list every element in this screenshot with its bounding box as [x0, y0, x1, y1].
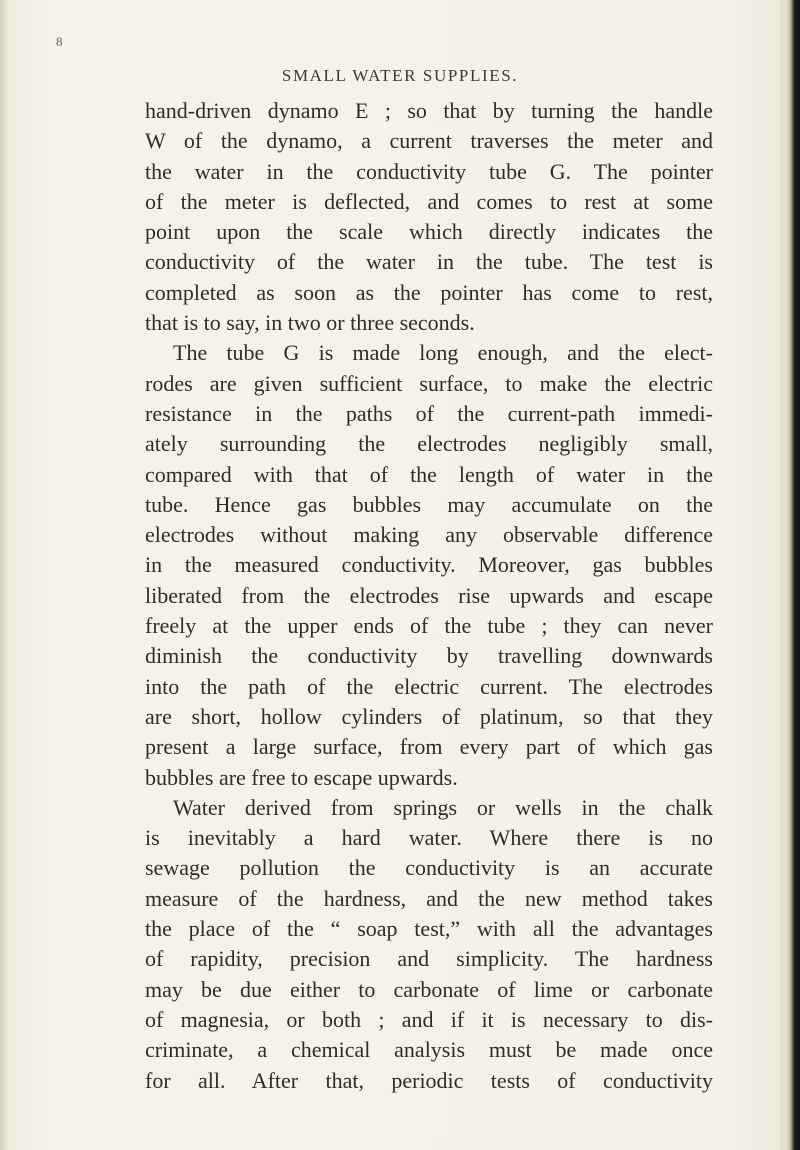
text-line: resistance in the paths of the current-path immedi- [145, 400, 713, 426]
page-gutter-shadow [0, 0, 8, 1150]
text-line: criminate, a chemical analysis must be made once [145, 1037, 713, 1063]
text-line: for all. After that, periodic tests of conductivity [145, 1067, 713, 1093]
text-line: diminish the conductivity by travelling downwards [145, 643, 713, 669]
text-line: of magnesia, or both ; and if it is necessary to dis- [145, 1006, 713, 1032]
text-line: sewage pollution the conductivity is an accurate [145, 855, 713, 881]
text-line: the place of the “ soap test,” with all the advantages [145, 916, 713, 942]
paragraph-start-line: Water derived from springs or wells in the chalk [173, 794, 713, 820]
text-line: into the path of the electric current. The electrodes [145, 673, 713, 699]
running-head: SMALL WATER SUPPLIES. [281, 66, 519, 85]
text-line: rodes are given sufficient surface, to make the electric [145, 370, 713, 396]
text-line: conductivity of the water in the tube. The test is [145, 249, 713, 275]
text-line: may be due either to carbonate of lime or carbonate [145, 976, 713, 1002]
body-text [145, 96, 713, 1096]
text-line: of the meter is deflected, and comes to rest at some [145, 188, 713, 214]
text-line: compared with that of the length of water in the [145, 461, 713, 487]
text-line: ately surrounding the electrodes negligibly small, [145, 431, 713, 457]
text-line: hand-driven dynamo E ; so that by turning the handle [145, 98, 713, 123]
text-line: present a large surface, from every part of which gas [145, 734, 713, 760]
text-line: are short, hollow cylinders of platinum, so that they [145, 703, 713, 729]
text-line: W of the dynamo, a current traverses the meter and [145, 128, 713, 154]
text-line: freely at the upper ends of the tube ; they can never [145, 613, 713, 639]
text-line: completed as soon as the pointer has come to rest, [145, 279, 713, 305]
text-line: tube. Hence gas bubbles may accumulate on the [145, 491, 713, 517]
text-line: measure of the hardness, and the new method takes [145, 885, 713, 911]
text-line: that is to say, in two or three seconds. [145, 310, 475, 336]
text-line: bubbles are free to escape upwards. [145, 764, 458, 790]
paragraph-start-line: The tube G is made long enough, and the elect- [173, 340, 713, 366]
book-binding-edge [786, 0, 800, 1150]
text-line: in the measured conductivity. Moreover, gas bubbles [145, 552, 713, 578]
text-line: of rapidity, precision and simplicity. The hardness [145, 946, 713, 972]
text-line: liberated from the electrodes rise upwards and escape [145, 582, 713, 608]
text-line: electrodes without making any observable difference [145, 522, 713, 548]
text-line: the water in the conductivity tube G. The pointer [145, 158, 713, 184]
text-line: is inevitably a hard water. Where there is no [145, 825, 713, 851]
text-line: point upon the scale which directly indicates the [145, 219, 713, 245]
page-number: 8 [56, 34, 63, 49]
